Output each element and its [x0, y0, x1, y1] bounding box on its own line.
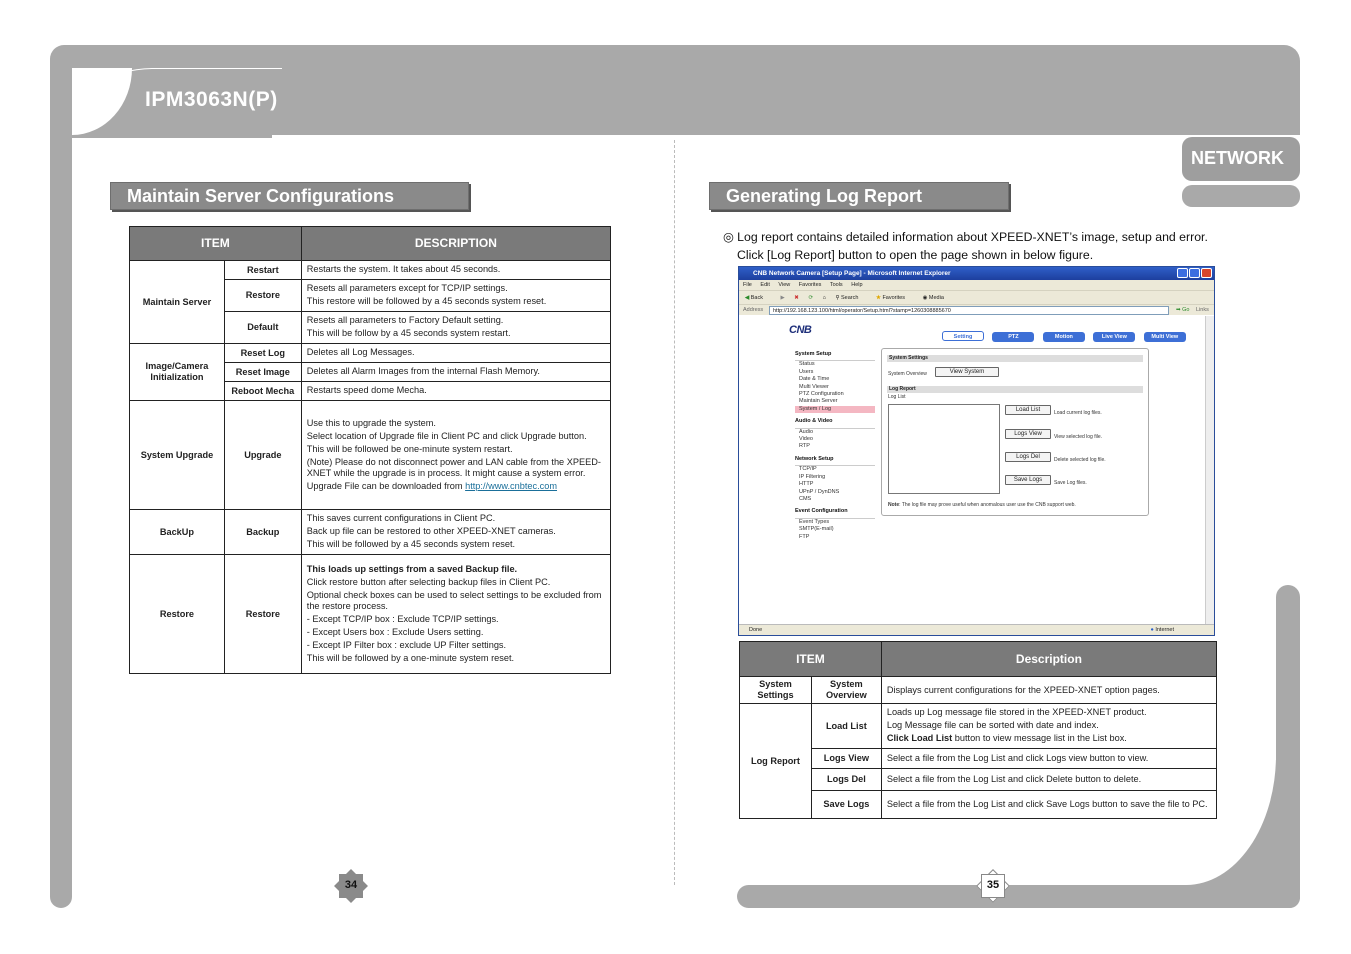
- page-number-35: 35: [978, 871, 1008, 901]
- section-tab-lower: [1182, 185, 1300, 207]
- menu-item-smtp[interactable]: SMTP(E-mail): [799, 526, 834, 533]
- right-heading-text: Generating Log Report: [726, 186, 923, 206]
- group-image-camera-init: Image/Camera Initialization: [130, 344, 225, 401]
- item-logs-del: Logs Del: [811, 769, 881, 791]
- group-restore: Restore: [130, 555, 225, 674]
- table-row: [130, 555, 611, 674]
- maintain-server-table: [129, 226, 611, 674]
- group-maintain-server: Maintain Server: [130, 261, 225, 344]
- cnbtec-download-link[interactable]: http://www.cnbtec.com: [465, 480, 558, 491]
- search-button[interactable]: ⚲ Search: [835, 295, 859, 301]
- right-frame-bar: [1276, 585, 1300, 908]
- menu-view[interactable]: View: [778, 282, 791, 288]
- address-input[interactable]: http://192.168.123.100/html/operator/Setup.html?stamp=1260308885670: [769, 306, 1169, 315]
- group-system-settings: System Settings: [740, 677, 812, 704]
- left-frame-upper: [50, 68, 72, 138]
- menu-item-audio[interactable]: Audio: [799, 428, 814, 435]
- desc-upgrade: Use this to upgrade the system. Select location of Upgrade file in Client PC and click Upgrade button. This will be followed be one-minute system restart. (Note) Please do not disconnect power and LAN cable from the XPEED-XNET while the upgrade is in process. It might cause a system error. Upgrade File can be downloaded from http://www.cnbtec.com: [301, 401, 610, 510]
- network-label: NETWORK: [1191, 148, 1284, 168]
- media-button[interactable]: ◉ Media: [922, 295, 944, 301]
- header-description: Description: [881, 642, 1216, 677]
- menu-item-maintain-server[interactable]: Maintain Server: [799, 398, 838, 405]
- menu-item-users[interactable]: Users: [799, 368, 814, 375]
- table-row: [740, 769, 1217, 791]
- item-save-logs: Save Logs: [811, 791, 881, 819]
- menu-group-network-setup: Network Setup: [795, 456, 875, 466]
- ie-menu-bar: [739, 280, 1214, 290]
- table-row: [130, 401, 611, 510]
- logs-del-button[interactable]: Logs Del: [1005, 452, 1051, 462]
- menu-item-system-log[interactable]: System / Log: [795, 406, 875, 413]
- menu-group-audio-video: Audio & Video: [795, 418, 875, 428]
- desc-reboot-mecha: Restarts speed dome Mecha.: [301, 382, 610, 401]
- menu-group-system-setup: System Setup: [795, 351, 875, 361]
- desc-default: Resets all parameters to Factory Default setting. This will be follow by a 45 seconds system restart.: [301, 312, 610, 344]
- menu-edit[interactable]: Edit: [760, 282, 770, 288]
- logs-del-hint: Delete selected log file.: [1054, 457, 1106, 463]
- logs-view-button[interactable]: Logs View: [1005, 429, 1051, 439]
- header-item: ITEM: [740, 642, 882, 677]
- table-row: [130, 261, 611, 280]
- page-divider: [674, 140, 675, 885]
- table-header-row: [740, 642, 1217, 677]
- log-list-label: Log List: [888, 394, 906, 400]
- menu-tools[interactable]: Tools: [829, 282, 843, 288]
- item-load-list: Load List: [811, 704, 881, 749]
- desc-system-overview: Displays current configurations for the XPEED-XNET option pages.: [881, 677, 1216, 704]
- links-label: Links: [1196, 307, 1209, 313]
- item-default: Default: [224, 312, 301, 344]
- menu-item-upnp[interactable]: UPnP / DynDNS: [799, 488, 840, 495]
- tab-live-view[interactable]: Live View: [1093, 332, 1135, 342]
- page-number-34: 34: [336, 871, 366, 901]
- favorites-button[interactable]: ★ Favorites: [875, 295, 906, 301]
- load-list-button[interactable]: Load List: [1005, 405, 1051, 415]
- tab-setting[interactable]: Setting: [942, 331, 984, 341]
- item-reset-log: Reset Log: [224, 344, 301, 363]
- model-title: IPM3063N(P): [145, 88, 278, 111]
- stop-icon[interactable]: ✖: [794, 295, 799, 301]
- desc-backup: This saves current configurations in Client PC. Back up file can be restored to other XPEED-XNET cameras. This will be followed by a 45 seconds system reset.: [301, 510, 610, 555]
- save-logs-button[interactable]: Save Logs: [1005, 475, 1051, 485]
- table-row: [740, 749, 1217, 769]
- table-header-row: [130, 227, 611, 261]
- view-system-button[interactable]: View System: [935, 367, 999, 377]
- setup-page-screenshot: [738, 266, 1215, 636]
- menu-item-status[interactable]: Status: [799, 361, 815, 368]
- system-settings-bar: System Settings: [887, 355, 1143, 362]
- item-logs-view: Logs View: [811, 749, 881, 769]
- table-row: [130, 510, 611, 555]
- table-row: [130, 344, 611, 363]
- minimize-icon[interactable]: [1177, 268, 1188, 278]
- table-row: [740, 677, 1217, 704]
- menu-item-http[interactable]: HTTP: [799, 481, 814, 488]
- save-logs-hint: Save Log files.: [1054, 480, 1087, 486]
- log-report-bar: Log Report: [887, 386, 1143, 393]
- group-system-upgrade: System Upgrade: [130, 401, 225, 510]
- right-section-heading: [709, 182, 1009, 210]
- menu-group-event-config: Event Configuration: [795, 508, 875, 518]
- desc-reset-log: Deletes all Log Messages.: [301, 344, 610, 363]
- ie-status-bar: Done ● Internet: [739, 624, 1214, 635]
- tab-motion[interactable]: Motion: [1043, 332, 1085, 342]
- page-scrollbar[interactable]: [1205, 316, 1214, 624]
- menu-favorites[interactable]: Favorites: [798, 282, 822, 288]
- tab-multi-view[interactable]: Multi View: [1144, 332, 1186, 342]
- menu-help[interactable]: Help: [851, 282, 863, 288]
- menu-item-rtp[interactable]: RTP: [799, 443, 810, 450]
- log-note: Note: The log file may prove useful when anomalous user use the CNB support web.: [888, 502, 1076, 508]
- left-heading-text: Maintain Server Configurations: [127, 186, 395, 206]
- maximize-icon[interactable]: [1189, 268, 1200, 278]
- ie-title-bar: CNB Network Camera [Setup Page] - Microsoft Internet Explorer: [739, 267, 1214, 280]
- system-overview-label: System Overview: [888, 371, 927, 377]
- header-item: ITEM: [130, 227, 302, 261]
- menu-item-video[interactable]: Video: [799, 436, 813, 443]
- group-log-report: Log Report: [740, 704, 812, 819]
- left-frame-bar: [50, 90, 72, 908]
- menu-item-ip-filtering[interactable]: IP Filtering: [799, 473, 826, 480]
- menu-item-ftp[interactable]: FTP: [799, 533, 810, 540]
- home-icon[interactable]: ⌂: [822, 295, 826, 301]
- cnb-logo: CNB: [789, 324, 812, 336]
- bottom-frame-bar: [737, 885, 1300, 908]
- item-restore-backup: Restore: [224, 555, 301, 674]
- header-top-corner: [50, 45, 80, 68]
- close-icon[interactable]: [1201, 268, 1212, 278]
- log-report-table: [739, 641, 1217, 819]
- item-restore: Restore: [224, 280, 301, 312]
- item-restart: Restart: [224, 261, 301, 280]
- menu-item-tcpip[interactable]: TCP/IP: [799, 466, 817, 473]
- table-row: [740, 704, 1217, 749]
- item-upgrade: Upgrade: [224, 401, 301, 510]
- item-backup: Backup: [224, 510, 301, 555]
- header-description: DESCRIPTION: [301, 227, 610, 261]
- load-list-hint: Load current log files.: [1054, 410, 1102, 416]
- intro-text: ◎ Log report contains detailed information about XPEED-XNET’s image, setup and error. Click [Log Report] button to open the page shown in below figure.: [723, 230, 1208, 262]
- ie-address-bar: Address http://192.168.123.100/html/operator/Setup.html?stamp=1260308885670 ➡ Go Links: [739, 304, 1214, 315]
- log-list-box[interactable]: [888, 404, 1000, 494]
- desc-logs-del: Select a file from the Log List and click Delete button to delete.: [881, 769, 1216, 791]
- table-row: [740, 791, 1217, 819]
- setup-side-menu: [795, 346, 875, 541]
- logs-view-hint: View selected log file.: [1054, 434, 1102, 440]
- setup-page-content: [739, 316, 1207, 624]
- desc-restore-backup: This loads up settings from a saved Backup file. Click restore button after selecting backup files in Client PC. Optional check boxes can be used to select settings to be excluded from the restore process. - Except TCP/IP box : Exclude TCP/IP settings. - Except Users box : Exclude Users setting. - Except IP Filter box : exclude UP Filter settings. This will be followed by a one-minute system reset.: [301, 555, 610, 674]
- setup-nav-tabs: [942, 325, 1190, 343]
- group-backup: BackUp: [130, 510, 225, 555]
- forward-icon[interactable]: ▶: [780, 295, 785, 301]
- desc-save-logs: Select a file from the Log List and click Save Logs button to save the file to PC.: [881, 791, 1216, 819]
- log-settings-panel: [881, 348, 1149, 516]
- go-button[interactable]: ➡ Go: [1176, 307, 1190, 313]
- menu-item-date-time[interactable]: Date & Time: [799, 376, 830, 383]
- globe-icon: ●: [1150, 627, 1154, 633]
- back-button[interactable]: ◀ Back: [745, 295, 763, 301]
- menu-item-event-types[interactable]: Event Types: [799, 518, 830, 525]
- desc-logs-view: Select a file from the Log List and click Logs view button to view.: [881, 749, 1216, 769]
- desc-load-list: Loads up Log message file stored in the XPEED-XNET product. Log Message file can be sorted with date and index. Click Load List button to view message list in the List box.: [881, 704, 1216, 749]
- refresh-icon[interactable]: ⟳: [808, 295, 814, 301]
- desc-restart: Restarts the system. It takes about 45 seconds.: [301, 261, 610, 280]
- menu-file[interactable]: File: [743, 282, 752, 288]
- item-reboot-mecha: Reboot Mecha: [224, 382, 301, 401]
- internet-zone: ● Internet: [1150, 627, 1174, 633]
- menu-item-cms[interactable]: CMS: [799, 495, 812, 502]
- ie-toolbar: [739, 290, 1214, 304]
- item-system-overview: System Overview: [811, 677, 881, 704]
- menu-item-multi-viewer[interactable]: Multi Viewer: [799, 383, 829, 390]
- desc-reset-image: Deletes all Alarm Images from the internal Flash Memory.: [301, 363, 610, 382]
- network-section-tab: [1182, 137, 1300, 181]
- item-reset-image: Reset Image: [224, 363, 301, 382]
- tab-ptz[interactable]: PTZ: [992, 332, 1034, 342]
- desc-restore: Resets all parameters except for TCP/IP settings. This restore will be followed by a 45 seconds system reset.: [301, 280, 610, 312]
- menu-item-ptz-config[interactable]: PTZ Configuration: [799, 391, 844, 398]
- left-section-heading: [110, 182, 469, 210]
